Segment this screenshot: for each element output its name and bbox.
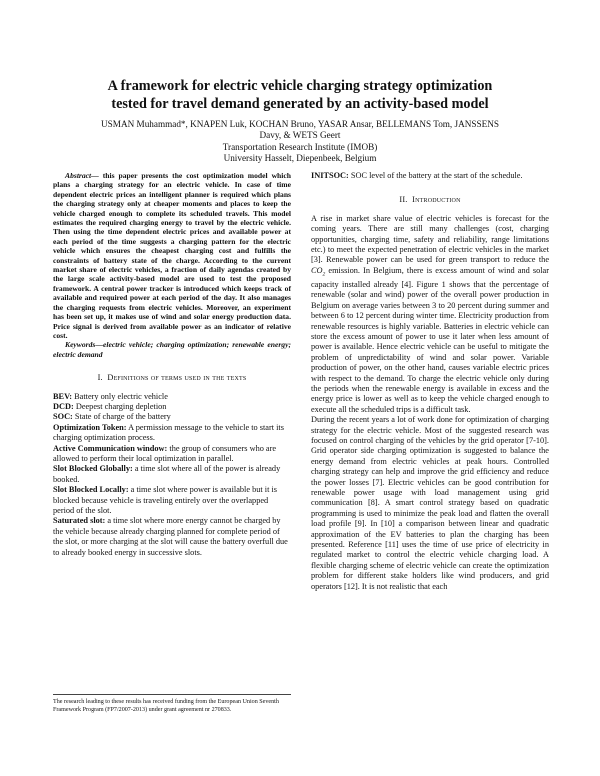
abstract-text: — this paper presents the cost optimization model which plans a charging strategy for an electric vehicle. In case of time dependent electric prices an intelligent planner is required which plans the charging strategy only at cheaper moments and places to keep the vehicle charged enough to complete its scheduled travels. This model estimates the required charging energy to travel by the electric vehicle. Then using the time dependent electric prices and available power at each period of the time suggests a charging pattern for the electric vehicle which ensures the cheapest charging cost and fulfills the constraints of battery state of the charge. According to the current market share of electric vehicles, a fraction of daily agendas created by the large scale activity-based model are used to test the proposed framework. A central power tracker is introduced which keeps track of available and required power at each period of the day. It also manages the charging requests from electric vehicles. Moreover, an experiment has been set up, it makes use of wind and solar energy production data. Price signal is derived from available power as an indicator of relative cost. [53, 171, 291, 340]
definition-term: Active Communication window: [53, 443, 168, 453]
definition-text: Deepest charging depletion [73, 401, 167, 411]
intro-paragraph-2: During the recent years a lot of work done for optimization of charging strategy for the electric vehicle. Most of the suggested research was focused on control charging of the vehicles by the grid operator [7-10]. Grid operator side charging optimization is suggested to balance the energy demand from electric vehicles at peak hours. Controlled charging strategy can help and improve the grid efficiency and reduce the power losses [7]. Electric vehicles can be good contribution for renewable power usage with load management using grid communication [8]. A smart control strategy based on quadratic programming is used to minimize the peak load and flatten the overall load profile [9]. In [10] a comparison between linear and quadratic approximation of the EV batteries to plan the charging has been presented. Reference [11] uses the time of use price of electricity in regulated market to control the electric vehicle charging load. A flexible charging scheme of electric vehicle can create the optimization problem for different stake holders like wind producers, and grid operators [12]. It is not realistic that each [311, 415, 549, 591]
definition-term: Optimization Token: [53, 422, 127, 432]
authors-line-1: USMAN Muhammad*, KNAPEN Luk, KOCHAN Bruno, YASAR Ansar, BELLEMANS Tom, JANSSENS [101, 119, 499, 129]
abstract-label: Abstract [65, 171, 92, 180]
right-column [311, 171, 549, 592]
definition-term: Saturated slot: [53, 516, 106, 526]
footnote-text: The research leading to these results has received funding from the European Union Seventh Framework Program (FP7/2007-2013) under grant agreement nr 270833. [53, 699, 279, 713]
keywords [53, 340, 291, 359]
keywords-text: electric vehicle; charging optimization; renewable energy; electric demand [53, 340, 291, 359]
left-column [53, 171, 291, 558]
definition-text: State of charge of the battery [72, 412, 171, 422]
paragraph-text: emission. In Belgium, there is excess amount of wind and solar capacity installed already [4]. Figure 1 shows that the percentage of renewable (solar and wind) power of the overall power production in Belgium on average varies between 3 to 20 percent during summer and between 6 to 12 percent during winter time. Electricity production from renewable resources is highly variable. Batteries in electric vehicle can store the excess amount of power to use it later when less amount of power is available. Hence electric vehicle can be useful to mitigate the problem of unpredictability of wind and solar power. Variable production of power, on the other hand, causes variable electric prices with respect to the demand. To charge the electric vehicle only during the periods when the renewable energy is available in excess and the energy price is lower as well as to keep the vehicle charged enough to execute all the scheduled trips is a difficult task. [311, 265, 550, 414]
author-block [70, 119, 530, 165]
definition-item [53, 392, 291, 402]
definition-item [53, 402, 291, 412]
co2-symbol: CO [311, 265, 323, 275]
definition-text: a time slot where all of the power is already booked. [53, 464, 281, 484]
paper-title [40, 77, 560, 113]
authors-line-2: Davy, & WETS Geert [259, 130, 341, 141]
definition-term: Slot Blocked Locally: [53, 485, 129, 495]
co2-subscript: 2 [322, 271, 326, 278]
definition-term: BEV: [53, 391, 73, 401]
definition-item [53, 516, 291, 558]
funding-footnote [53, 694, 291, 714]
section-numeral: I. [97, 373, 103, 383]
definition-item [53, 412, 291, 422]
definition-item [53, 444, 291, 465]
definition-item [53, 423, 291, 444]
title-line-2: tested for travel demand generated by an activity-based model [111, 96, 489, 112]
paragraph-text: A rise in market share value of electric vehicles is forecast for the coming years. There are still many challenges (cost, charging opportunities, charging time, safety and reliability, range limitations etc.) to meet the expected penetration of electric vehicles in the market [3]. Renewable power can be used for green transport to reduce the [311, 213, 549, 265]
section-title: Introduction [412, 195, 461, 205]
definition-text: the group of consumers who are allowed to perform their local optimization in parallel. [53, 443, 277, 463]
definition-item-initsoc [311, 171, 549, 181]
definition-term: Slot Blocked Globally: [53, 464, 133, 474]
definition-term: SOC: [53, 412, 73, 422]
definition-text: a time slot where power is available but it is blocked because vehicle is traveling entirely over the overlapped period of the slot. [53, 485, 277, 515]
definition-term: INITSOC: [311, 171, 349, 180]
definitions-list [53, 392, 291, 559]
section-title: Definitions of terms used in the texts [107, 373, 247, 383]
definition-text: Battery only electric vehicle [72, 391, 168, 401]
affiliation-line-1: Transportation Research Institute (IMOB) [222, 141, 378, 152]
definition-item [53, 485, 291, 516]
intro-paragraph-1 [311, 214, 549, 415]
section-heading-definitions [53, 373, 291, 383]
title-line-1: A framework for electric vehicle charging strategy optimization [107, 78, 493, 94]
section-numeral: II. [399, 195, 408, 205]
section-heading-introduction [311, 195, 549, 205]
definition-text: SOC level of the battery at the start of the schedule. [348, 171, 523, 180]
keywords-label: Keywords— [65, 340, 103, 350]
definition-term: DCD: [53, 401, 74, 411]
abstract [53, 171, 291, 340]
affiliation-line-2: University Hasselt, Diepenbeek, Belgium [223, 153, 377, 164]
definition-item [53, 464, 291, 485]
definition-text: A permission message to the vehicle to start its charging optimization process. [53, 422, 284, 443]
definition-text: a time slot where more energy cannot be charged by the vehicle because already charging planned for complete period of the slot, or more charging at the slot will cause the battery overfull due to already booked energy in successive slots. [53, 516, 288, 557]
